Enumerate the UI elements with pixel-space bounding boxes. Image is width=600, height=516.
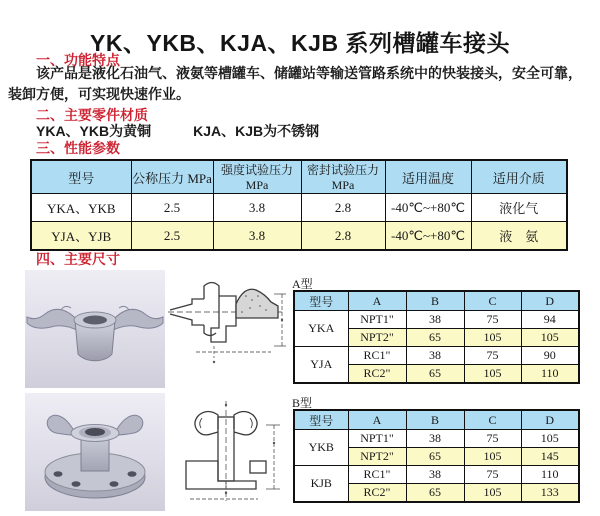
cell-a: RC2" bbox=[348, 365, 406, 384]
cell-c: 75 bbox=[464, 430, 521, 448]
cell-b: 65 bbox=[406, 365, 464, 384]
col-header-seal-test: 密封试验压力MPa bbox=[301, 160, 385, 194]
table-row bbox=[294, 430, 579, 448]
cell-b: 38 bbox=[406, 311, 464, 329]
section-1-body: 该产品是液化石油气、液氨等槽罐车、储罐站等输送管路系统中的快装接头，安全可靠，装卸方便，可实现快速作业。 bbox=[8, 65, 582, 102]
col-header-d: D bbox=[521, 291, 579, 311]
section-drawing-type-a bbox=[166, 274, 288, 386]
cell-c: 75 bbox=[464, 347, 521, 365]
section-4-heading: 四、主要尺寸 bbox=[36, 251, 120, 267]
product-photo-wing-coupling bbox=[25, 270, 165, 388]
section-3-heading: 三、性能参数 bbox=[36, 140, 120, 156]
cell-strength: 3.8 bbox=[213, 222, 301, 251]
cell-medium: 液化气 bbox=[471, 194, 567, 222]
cell-model: YJA bbox=[294, 347, 348, 384]
col-header-model: 型号 bbox=[294, 410, 348, 430]
col-header-nominal-pressure: 公称压力 MPa bbox=[131, 160, 213, 194]
col-header-c: C bbox=[464, 410, 521, 430]
cell-d: 133 bbox=[521, 484, 579, 503]
type-b-dimension-table bbox=[293, 409, 580, 503]
cell-nominal: 2.5 bbox=[131, 222, 213, 251]
wing-coupling-illustration bbox=[25, 270, 165, 388]
cell-model: YJA、YJB bbox=[31, 222, 131, 251]
cell-a: NPT1" bbox=[348, 311, 406, 329]
col-header-c: C bbox=[464, 291, 521, 311]
cell-b: 38 bbox=[406, 430, 464, 448]
cell-c: 105 bbox=[464, 329, 521, 347]
type-b-header-row bbox=[294, 410, 579, 430]
type-a-dimension-table bbox=[293, 290, 580, 384]
cell-medium: 液 氨 bbox=[471, 222, 567, 251]
col-header-b: B bbox=[406, 410, 464, 430]
cell-c: 105 bbox=[464, 484, 521, 503]
cell-seal: 2.8 bbox=[301, 194, 385, 222]
cell-a: NPT2" bbox=[348, 329, 406, 347]
flanged-coupling-illustration bbox=[25, 393, 165, 511]
cell-d: 110 bbox=[521, 466, 579, 484]
cell-d: 110 bbox=[521, 365, 579, 384]
performance-header-row bbox=[31, 160, 567, 194]
cell-model: YKA、YKB bbox=[31, 194, 131, 222]
cell-c: 105 bbox=[464, 365, 521, 384]
col-header-model: 型号 bbox=[294, 291, 348, 311]
cell-temp: -40℃~+80℃ bbox=[385, 222, 471, 251]
col-header-strength-test: 强度试验压力MPa bbox=[213, 160, 301, 194]
cell-b: 38 bbox=[406, 466, 464, 484]
col-header-a: A bbox=[348, 291, 406, 311]
type-a-label: A型 bbox=[292, 277, 313, 291]
cell-c: 75 bbox=[464, 311, 521, 329]
cell-model: YKB bbox=[294, 430, 348, 466]
section-2-body: YKA、YKB为黄铜 KJA、KJB为不锈钢 bbox=[36, 123, 320, 139]
col-header-a: A bbox=[348, 410, 406, 430]
table-row bbox=[294, 311, 579, 329]
cell-b: 65 bbox=[406, 448, 464, 466]
table-row bbox=[31, 194, 567, 222]
section-2-heading: 二、主要零件材质 bbox=[36, 107, 148, 123]
cell-d: 105 bbox=[521, 329, 579, 347]
type-a-drawing bbox=[166, 274, 288, 386]
section-1-heading: 一、功能特点 bbox=[36, 52, 120, 68]
table-row bbox=[31, 222, 567, 251]
cell-model: KJB bbox=[294, 466, 348, 503]
col-header-temperature: 适用温度 bbox=[385, 160, 471, 194]
cell-d: 90 bbox=[521, 347, 579, 365]
col-header-model: 型号 bbox=[31, 160, 131, 194]
performance-table bbox=[30, 159, 568, 251]
cell-b: 65 bbox=[406, 484, 464, 503]
cell-d: 105 bbox=[521, 430, 579, 448]
cell-a: RC2" bbox=[348, 484, 406, 503]
cell-strength: 3.8 bbox=[213, 194, 301, 222]
cell-seal: 2.8 bbox=[301, 222, 385, 251]
cell-d: 145 bbox=[521, 448, 579, 466]
cell-a: RC1" bbox=[348, 466, 406, 484]
col-header-medium: 适用介质 bbox=[471, 160, 567, 194]
type-b-label: B型 bbox=[292, 396, 313, 410]
type-a-header-row bbox=[294, 291, 579, 311]
cell-a: NPT2" bbox=[348, 448, 406, 466]
cell-a: NPT1" bbox=[348, 430, 406, 448]
cell-c: 75 bbox=[464, 466, 521, 484]
cell-temp: -40℃~+80℃ bbox=[385, 194, 471, 222]
page-title: YK、YKB、KJA、KJB 系列槽罐车接头 bbox=[90, 30, 510, 57]
col-header-d: D bbox=[521, 410, 579, 430]
cell-nominal: 2.5 bbox=[131, 194, 213, 222]
cell-b: 38 bbox=[406, 347, 464, 365]
table-row bbox=[294, 466, 579, 484]
cell-d: 94 bbox=[521, 311, 579, 329]
cell-c: 105 bbox=[464, 448, 521, 466]
type-b-drawing bbox=[166, 397, 288, 509]
col-header-b: B bbox=[406, 291, 464, 311]
section-drawing-type-b bbox=[166, 397, 288, 509]
table-row bbox=[294, 347, 579, 365]
cell-a: RC1" bbox=[348, 347, 406, 365]
product-photo-flanged-coupling bbox=[25, 393, 165, 511]
cell-b: 65 bbox=[406, 329, 464, 347]
cell-model: YKA bbox=[294, 311, 348, 347]
